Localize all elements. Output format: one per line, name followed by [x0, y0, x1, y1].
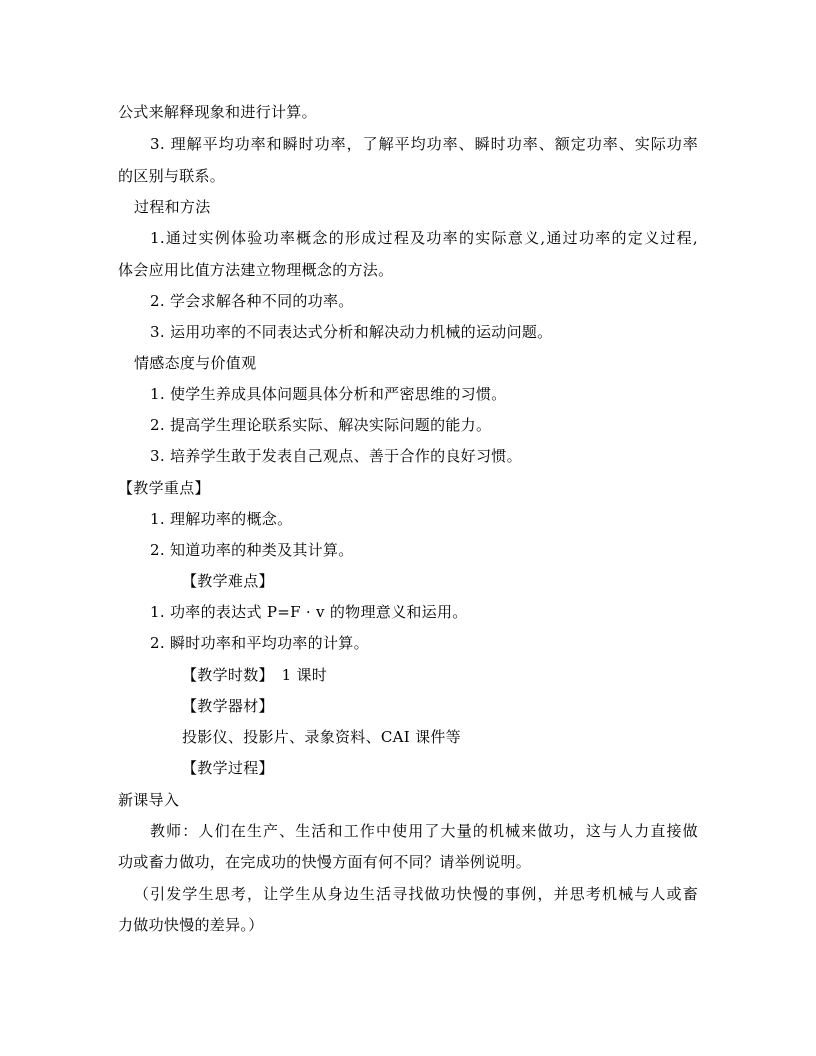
paragraph-line: 1. 功率的表达式 P=F · v 的物理意义和运用。: [150, 603, 468, 621]
paragraph-line: 1. 理解功率的概念。: [150, 510, 293, 528]
section-heading: 【教学时数】 1 课时: [182, 666, 328, 684]
paragraph-line: 2. 提高学生理论联系实际、解决实际问题的能力。: [150, 416, 492, 434]
paragraph-line: 教师：人们在生产、生活和工作中使用了大量的机械来做功，这与人力直接做: [150, 822, 698, 840]
paragraph-line: 投影仪、投影片、录象资料、CAI 课件等: [182, 728, 462, 746]
section-heading: 【教学过程】: [182, 759, 274, 777]
section-heading: 【教学重点】: [118, 479, 210, 497]
paragraph-line: 1.通过实例体验功率概念的形成过程及功率的实际意义,通过功率的定义过程,: [150, 229, 698, 247]
paragraph-line: 1. 使学生养成具体问题具体分析和严密思维的习惯。: [150, 385, 507, 403]
section-heading: 【教学难点】: [182, 572, 274, 590]
section-heading: 情感态度与价值观: [134, 354, 257, 372]
paragraph-line: 3. 理解平均功率和瞬时功率，了解平均功率、瞬时功率、额定功率、实际功率: [150, 135, 698, 153]
paragraph-line: 功或畜力做功，在完成功的快慢方面有何不同？请举例说明。: [118, 853, 532, 871]
paragraph-line: （引发学生思考，让学生从身边生活寻找做功快慢的事例，并思考机械与人或畜: [134, 885, 698, 903]
paragraph-line: 3. 运用功率的不同表达式分析和解决动力机械的运动问题。: [150, 323, 553, 341]
paragraph-line: 2. 学会求解各种不同的功率。: [150, 292, 354, 310]
paragraph-line: 2. 知道功率的种类及其计算。: [150, 541, 354, 559]
section-heading: 新课导入: [118, 791, 180, 809]
paragraph-line: 3. 培养学生敢于发表自己观点、善于合作的良好习惯。: [150, 447, 522, 465]
paragraph-line: 2. 瞬时功率和平均功率的计算。: [150, 634, 369, 652]
section-heading: 过程和方法: [134, 198, 211, 216]
paragraph-line: 公式来解释现象和进行计算。: [118, 103, 317, 121]
section-heading: 【教学器材】: [182, 697, 274, 715]
paragraph-line: 体会应用比值方法建立物理概念的方法。: [118, 261, 394, 279]
paragraph-line: 的区别与联系。: [118, 167, 226, 185]
paragraph-line: 力做功快慢的差异。）: [118, 916, 264, 934]
